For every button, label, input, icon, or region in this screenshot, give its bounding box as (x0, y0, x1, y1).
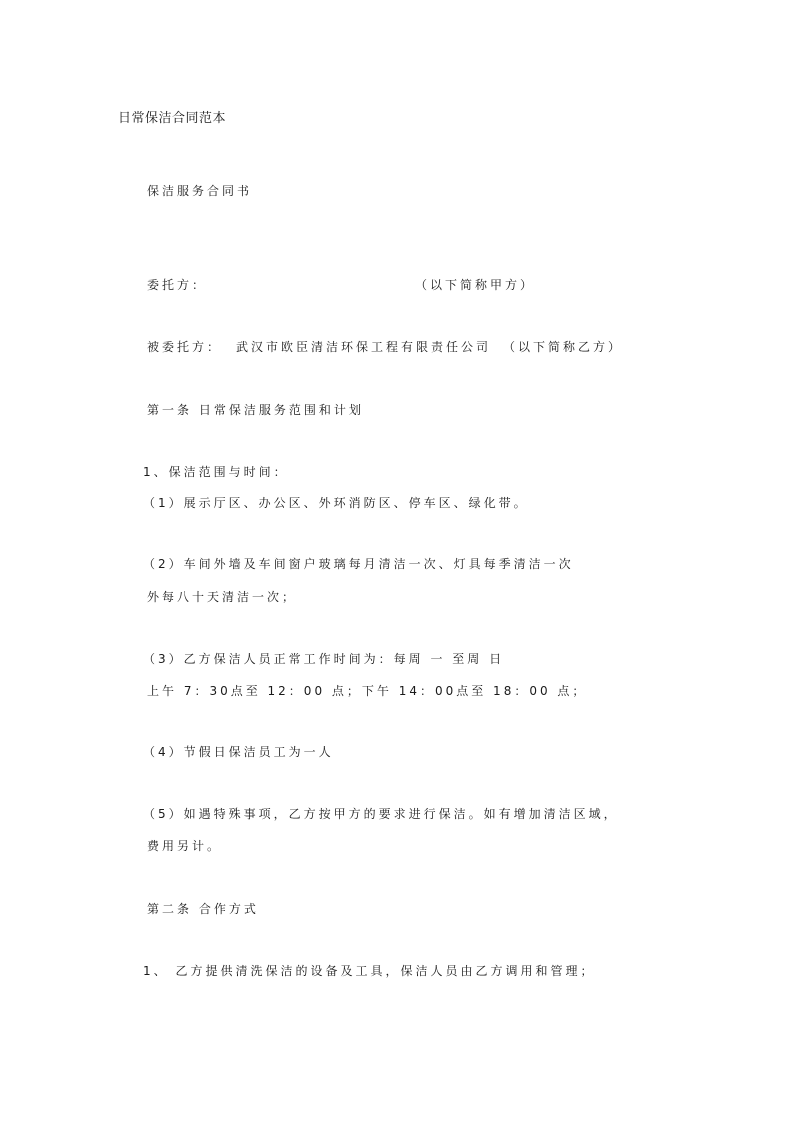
article1-sub2-line1: （2）车间外墙及车间窗户玻璃每月清洁一次、灯具每季清洁一次 (143, 557, 574, 571)
client-label: 委托方： (147, 278, 208, 292)
article1-sub5-line1: （5）如遇特殊事项，乙方按甲方的要求进行保洁。如有增加清洁区域， (143, 807, 619, 821)
contractor-note: （以下简称乙方） (503, 340, 624, 354)
client-note: （以下简称甲方） (415, 278, 536, 292)
article1-sub2-line2: 外每八十天清洁一次； (147, 590, 298, 604)
contract-heading: 保洁服务合同书 (147, 184, 253, 198)
article1-sub4: （4）节假日保洁员工为一人 (143, 745, 334, 759)
article2-item1: 1、 乙方提供清洗保洁的设备及工具，保洁人员由乙方调用和管理； (143, 964, 596, 978)
contractor-name: 武汉市欧臣清洁环保工程有限责任公司 (236, 340, 492, 354)
article1-sub3-line1: （3）乙方保洁人员正常工作时间为：每周 一 至周 日 (143, 652, 505, 666)
document-title: 日常保洁合同范本 (118, 111, 227, 126)
article1-title: 第一条 日常保洁服务范围和计划 (147, 403, 364, 417)
contractor-label: 被委托方： (147, 340, 223, 354)
article1-sub3-line2: 上午 7：30点至 12：00 点；下午 14：00点至 18：00 点； (147, 684, 588, 698)
contractor-line (147, 339, 623, 355)
article1-sub5-line2: 费用另计。 (147, 839, 223, 853)
article1-sub1: （1）展示厅区、办公区、外环消防区、停车区、绿化带。 (143, 496, 529, 510)
article1-item1: 1、保洁范围与时间： (143, 465, 289, 479)
article2-title: 第二条 合作方式 (147, 902, 259, 916)
